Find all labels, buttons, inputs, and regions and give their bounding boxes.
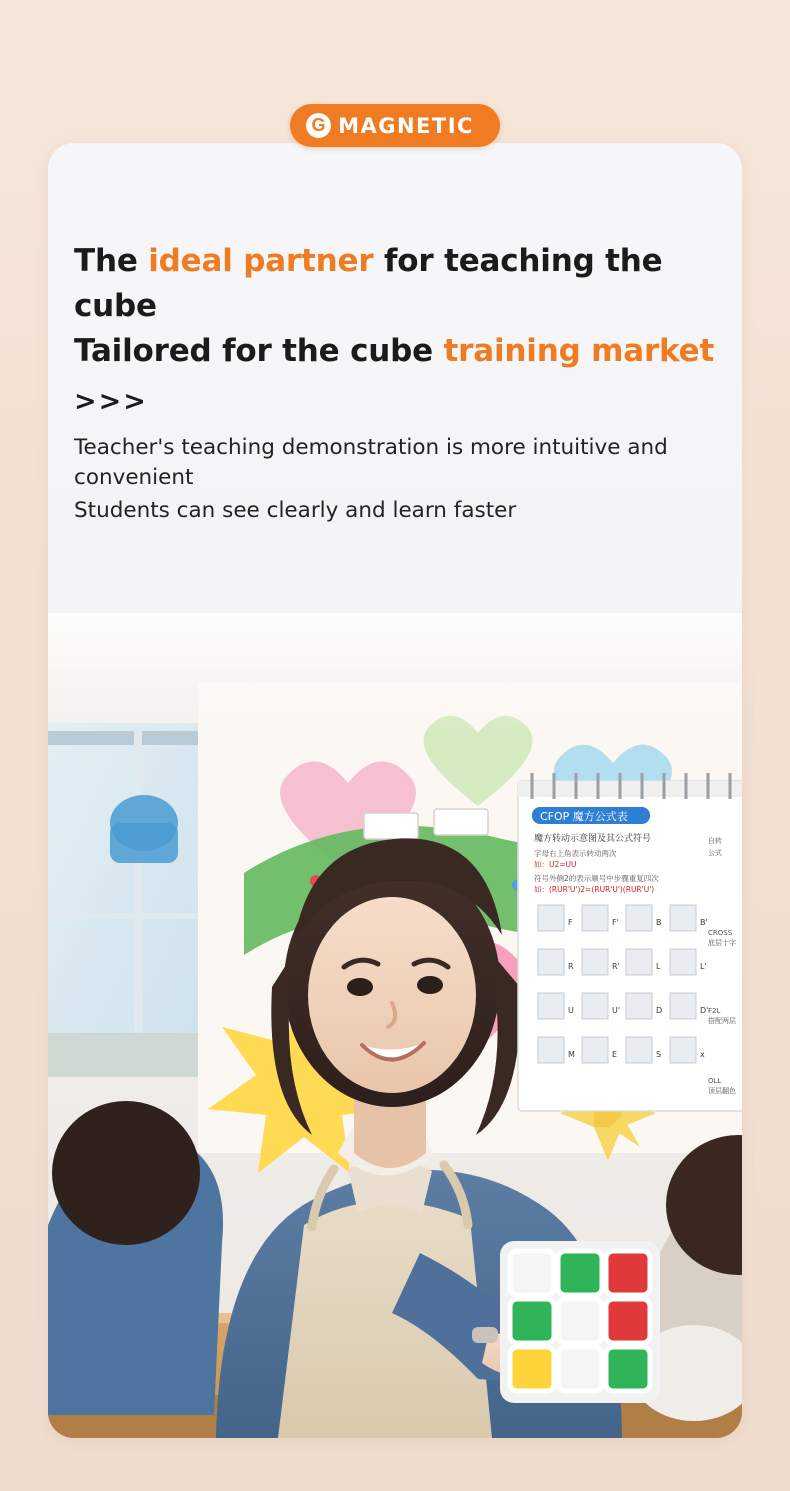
svg-text:魔方转动示意图及其公式符号: 魔方转动示意图及其公式符号 [534, 834, 652, 844]
svg-text:L': L' [700, 962, 707, 971]
magnetic-badge-label: MAGNETIC [338, 113, 474, 138]
photo-teacher-showing-cube [48, 613, 742, 1438]
magnetic-badge-wrap [0, 104, 790, 147]
svg-text:F': F' [612, 918, 619, 927]
svg-text:F: F [568, 918, 573, 927]
svg-text:B: B [656, 918, 662, 927]
svg-text:L: L [656, 962, 661, 971]
svg-text:x: x [700, 1050, 705, 1059]
brand-logo-icon: G [306, 113, 331, 138]
headline-line-2: Tailored for the cube training market [74, 332, 715, 369]
svg-text:M: M [568, 1050, 575, 1059]
photo-illustration [48, 613, 742, 1438]
svg-text:D': D' [700, 1006, 709, 1015]
page-title [74, 239, 742, 374]
magnetic-badge [290, 104, 500, 147]
svg-text:字母右上角表示转动两次: 字母右上角表示转动两次 [534, 849, 617, 858]
svg-text:自转: 自转 [708, 837, 722, 845]
svg-text:顶层翻色: 顶层翻色 [708, 1087, 736, 1095]
svg-text:符号外侧2的表示顺号中步骤重复四次: 符号外侧2的表示顺号中步骤重复四次 [534, 874, 659, 883]
svg-text:R': R' [612, 962, 620, 971]
svg-text:E: E [612, 1050, 618, 1059]
svg-text:搭配两层: 搭配两层 [708, 1017, 736, 1025]
svg-text:CFOP 魔方公式表: CFOP 魔方公式表 [540, 810, 628, 823]
svg-text:CROSS: CROSS [708, 929, 733, 937]
subcopy-line-1: Teacher's teaching demonstration is more intuitive and convenient [74, 434, 668, 491]
svg-text:R: R [568, 962, 574, 971]
svg-text:S: S [656, 1050, 662, 1059]
svg-text:底层十字: 底层十字 [708, 939, 736, 947]
svg-text:U: U [568, 1006, 574, 1015]
headline-accent-2: training market [443, 332, 715, 369]
svg-text:如：(RUR'U')2=(RUR'U')(RUR'U'): 如：(RUR'U')2=(RUR'U')(RUR'U') [534, 885, 655, 894]
svg-text:B': B' [700, 918, 708, 927]
subcopy-line-2: Students can see clearly and learn faster [74, 497, 517, 523]
content-card [48, 143, 742, 1438]
svg-text:F2L: F2L [708, 1007, 721, 1015]
svg-text:公式: 公式 [708, 849, 722, 857]
headline-line-1: The ideal partner for teaching the cube [74, 243, 663, 324]
svg-text:OLL: OLL [708, 1077, 722, 1085]
subcopy-block [74, 433, 714, 527]
headline-accent-1: ideal partner [148, 243, 374, 279]
svg-text:D: D [656, 1006, 663, 1015]
svg-text:如：U2=UU: 如：U2=UU [534, 860, 577, 869]
chevron-right-icon: >>> [74, 385, 148, 417]
svg-text:U': U' [612, 1006, 621, 1015]
